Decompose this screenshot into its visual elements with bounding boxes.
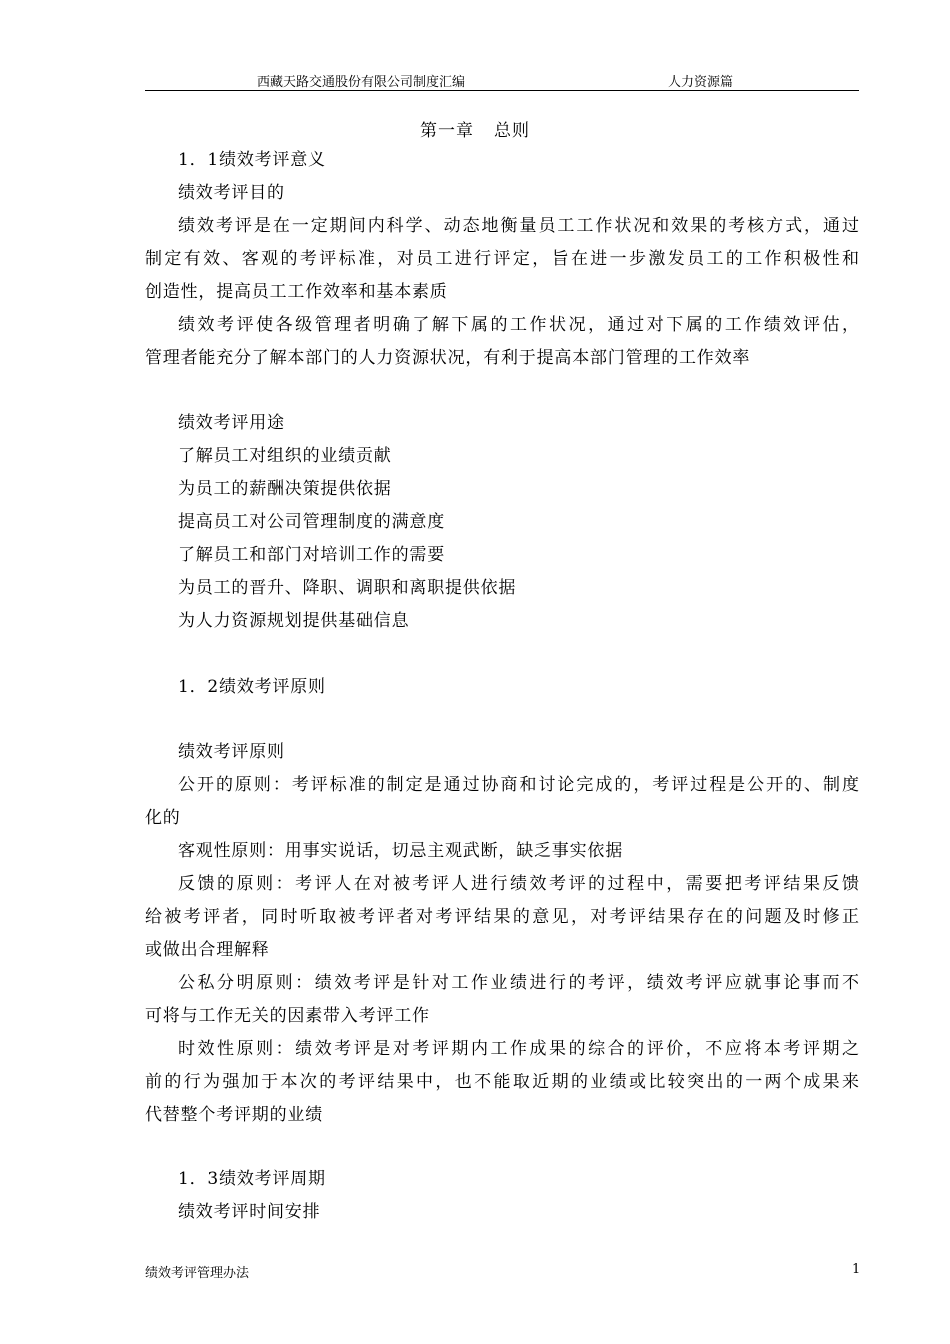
paragraph-line: 创造性，提高员工工作效率和基本素质: [145, 282, 448, 302]
section-heading: 1．1绩效考评意义: [178, 150, 326, 170]
section-heading: 1．2绩效考评原则: [178, 677, 326, 697]
list-item: 提高员工对公司管理制度的满意度: [178, 512, 445, 532]
chapter-title: [0, 116, 950, 141]
subheading: 绩效考评原则: [178, 742, 285, 762]
paragraph-line: 绩效考评使各级管理者明确了解下属的工作状况，通过对下属的工作绩效评估，: [178, 315, 859, 335]
paragraph-line: 时效性原则：绩效考评是对考评期内工作成果的综合的评价，不应将本考评期之: [178, 1039, 859, 1059]
paragraph-line: 制定有效、客观的考评标准，对员工进行评定，旨在进一步激发员工的工作积极性和: [145, 249, 859, 269]
paragraph-line: 前的行为强加于本次的考评结果中，也不能取近期的业绩或比较突出的一两个成果来: [145, 1072, 859, 1092]
paragraph-line: 化的: [145, 808, 181, 828]
subheading: 绩效考评用途: [178, 413, 285, 433]
list-item: 为员工的薪酬决策提供依据: [178, 479, 392, 499]
list-item: 为员工的晋升、降职、调职和离职提供依据: [178, 578, 517, 598]
paragraph-line: 客观性原则：用事实说话，切忌主观武断，缺乏事实依据: [178, 841, 623, 861]
paragraph-line: 管理者能充分了解本部门的人力资源状况，有利于提高本部门管理的工作效率: [145, 348, 751, 368]
header-section: 人力资源篇: [668, 75, 734, 90]
paragraph-line: 公开的原则：考评标准的制定是通过协商和讨论完成的，考评过程是公开的、制度: [178, 775, 859, 795]
paragraph-line: 公私分明原则：绩效考评是针对工作业绩进行的考评，绩效考评应就事论事而不: [178, 973, 859, 993]
chapter-number: 第一章: [420, 121, 474, 141]
list-item: 了解员工对组织的业绩贡献: [178, 446, 392, 466]
subheading: 绩效考评目的: [178, 183, 285, 203]
chapter-name: 总则: [494, 121, 530, 141]
paragraph-line: 代替整个考评期的业绩: [145, 1105, 323, 1125]
footer-doc-title: 绩效考评管理办法: [145, 1266, 250, 1281]
subheading: 绩效考评时间安排: [178, 1202, 321, 1222]
paragraph-line: 给被考评者，同时听取被考评者对考评结果的意见，对考评结果存在的问题及时修正: [145, 907, 859, 927]
list-item: 了解员工和部门对培训工作的需要: [178, 545, 445, 565]
paragraph-line: 反馈的原则：考评人在对被考评人进行绩效考评的过程中，需要把考评结果反馈: [178, 874, 859, 894]
list-item: 为人力资源规划提供基础信息: [178, 611, 410, 631]
paragraph-line: 或做出合理解释: [145, 940, 270, 960]
section-heading: 1．3绩效考评周期: [178, 1169, 326, 1189]
page-header: [145, 70, 859, 91]
paragraph-line: 绩效考评是在一定期间内科学、动态地衡量员工工作状况和效果的考核方式，通过: [178, 216, 859, 236]
header-company: 西藏天路交通股份有限公司制度汇编: [257, 75, 466, 90]
page-number: 1: [852, 1262, 861, 1277]
paragraph-line: 可将与工作无关的因素带入考评工作: [145, 1006, 430, 1026]
